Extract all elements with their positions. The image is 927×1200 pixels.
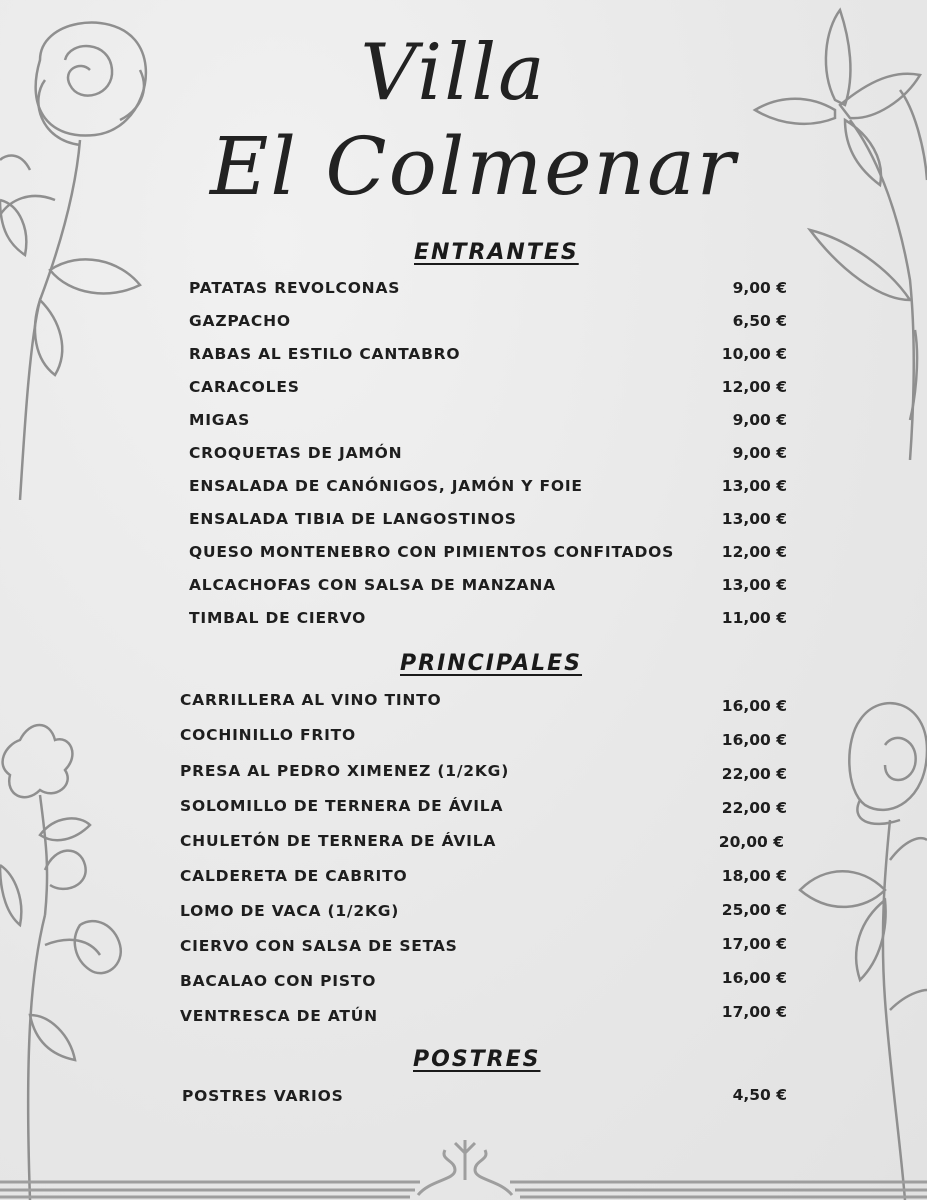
menu-item-price: 22,00 € [721, 799, 787, 817]
menu-item-price: 12,00 € [721, 543, 787, 561]
menu-item-price: 4,50 € [732, 1086, 787, 1104]
menu-item-price: 6,50 € [732, 312, 787, 330]
section-heading-entrantes: ENTRANTES [414, 240, 579, 265]
menu-item-price: 16,00 € [721, 731, 787, 749]
menu-item-name: CARRILLERA AL VINO TINTO [180, 691, 442, 709]
menu-item-name: CHULETÓN DE TERNERA DE ÁVILA [180, 832, 497, 850]
menu-item-name: VENTRESCA DE ATÚN [180, 1007, 378, 1025]
menu-item-price: 12,00 € [721, 378, 787, 396]
menu-item-name: LOMO DE VACA (1/2KG) [180, 902, 400, 920]
menu-item-name: ENSALADA TIBIA DE LANGOSTINOS [189, 510, 517, 528]
menu-item-name: ENSALADA DE CANÓNIGOS, JAMÓN Y FOIE [189, 477, 583, 495]
menu-item-name: PATATAS REVOLCONAS [189, 279, 401, 297]
menu-item-price: 16,00 € [721, 697, 787, 715]
menu-item-name: RABAS AL ESTILO CANTABRO [189, 345, 461, 363]
menu-item-price: 18,00 € [721, 867, 787, 885]
menu-item-price: 13,00 € [721, 477, 787, 495]
menu-item-name: CIERVO CON SALSA DE SETAS [180, 937, 458, 955]
menu-item-name: MIGAS [189, 411, 251, 429]
menu-item-price: 13,00 € [721, 510, 787, 528]
flowers-bottom-left-icon [0, 715, 140, 1200]
menu-item-price: 25,00 € [721, 901, 787, 919]
menu-item-price: 9,00 € [732, 411, 787, 429]
menu-item-price: 16,00 € [721, 969, 787, 987]
menu-item-name: PRESA AL PEDRO XIMENEZ (1/2KG) [180, 762, 510, 780]
menu-item-name: QUESO MONTENEBRO CON PIMIENTOS CONFITADOS [189, 543, 675, 561]
restaurant-name-line1: Villa [360, 28, 547, 118]
menu-item-name: GAZPACHO [189, 312, 291, 330]
menu-item-price: 9,00 € [732, 444, 787, 462]
flourish-bottom-icon [0, 1135, 927, 1200]
menu-item-price: 22,00 € [721, 765, 787, 783]
section-heading-principales: PRINCIPALES [400, 651, 583, 676]
menu-item-price: 11,00 € [721, 609, 787, 627]
menu-item-price: 20,00 € [718, 833, 784, 851]
menu-item-price: 17,00 € [721, 935, 787, 953]
menu-item-name: POSTRES VARIOS [182, 1087, 344, 1105]
menu-item-name: CROQUETAS DE JAMÓN [189, 444, 403, 462]
menu-item-name: BACALAO CON PISTO [180, 972, 377, 990]
restaurant-name-line2: El Colmenar [209, 120, 738, 213]
rose-bottom-right-icon [790, 690, 927, 1200]
menu-item-price: 9,00 € [732, 279, 787, 297]
menu-item-name: SOLOMILLO DE TERNERA DE ÁVILA [180, 797, 504, 815]
menu-item-price: 13,00 € [721, 576, 787, 594]
menu-item-name: ALCACHOFAS CON SALSA DE MANZANA [189, 576, 556, 594]
menu-item-name: COCHINILLO FRITO [180, 726, 357, 744]
menu-item-price: 10,00 € [721, 345, 787, 363]
menu-item-name: CARACOLES [189, 378, 300, 396]
menu-item-price: 17,00 € [721, 1003, 787, 1021]
menu-item-name: CALDERETA DE CABRITO [180, 867, 408, 885]
menu-item-name: TIMBAL DE CIERVO [189, 609, 367, 627]
section-heading-postres: POSTRES [413, 1047, 541, 1072]
